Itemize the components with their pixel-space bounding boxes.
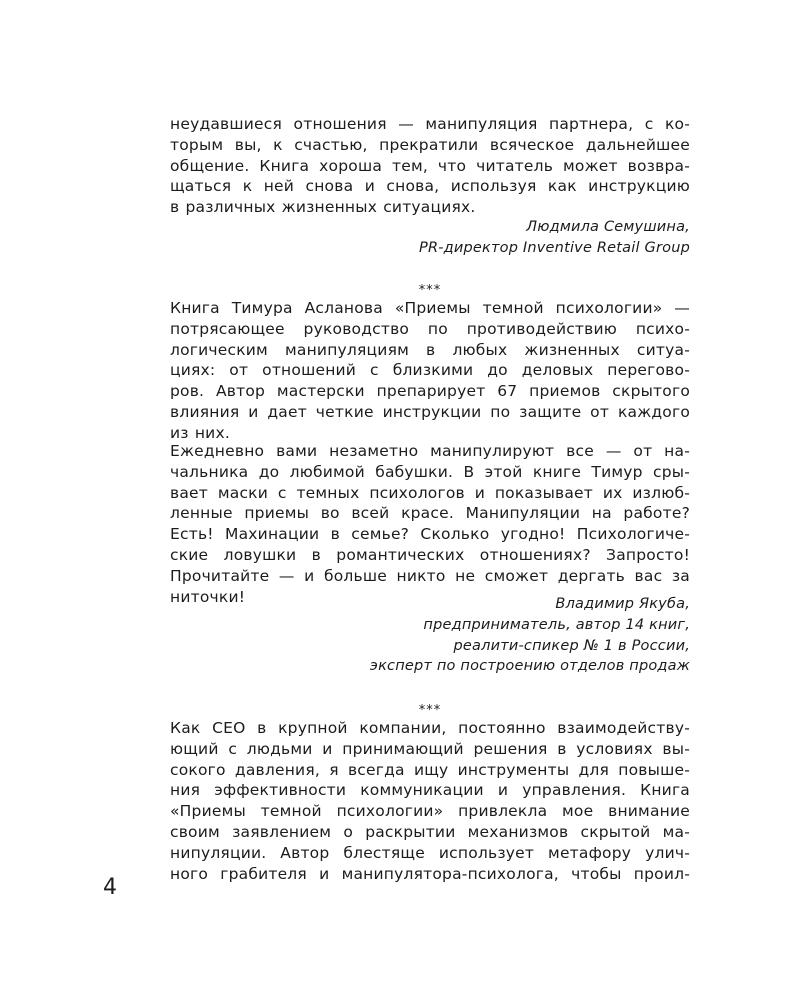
text-line: общение. Книга хороша тем, что читатель может возвра- bbox=[170, 156, 690, 175]
text-line: ров. Автор мастерски препарирует 67 приемов скрытого bbox=[170, 382, 690, 401]
text-line: ного грабителя и манипулятора-психолога, чтобы проил- bbox=[170, 864, 690, 883]
text-line: из них. bbox=[170, 423, 230, 442]
review-2-paragraph-1 bbox=[170, 298, 690, 444]
signature-title: реалити-спикер № 1 в России, bbox=[453, 637, 690, 654]
text-line: ниточки! bbox=[170, 587, 246, 606]
text-line: «Приемы темной психологии» привлекла мое внимание bbox=[170, 802, 690, 821]
text-line: Есть! Махинации в семье? Сколько угодно! Психологиче- bbox=[170, 525, 690, 544]
text-line: влияния и дает четкие инструкции по защите от каждого bbox=[170, 402, 690, 421]
signature-title: эксперт по построению отделов продаж bbox=[369, 658, 690, 675]
text-line: торым вы, к счастью, прекратили всяческое дальнейшее bbox=[170, 135, 690, 154]
text-line: чальника до любимой бабушки. В этой книге Тимур сры- bbox=[170, 462, 690, 481]
section-separator: *** bbox=[418, 703, 442, 718]
text-line: ющий с людьми и принимающий решения в условиях вы- bbox=[170, 739, 690, 758]
text-line: щаться к ней снова и снова, используя как инструкцию bbox=[170, 177, 690, 196]
review-1-body bbox=[170, 114, 690, 218]
signature-title: PR-директор Inventive Retail Group bbox=[419, 239, 690, 256]
review-2-signature bbox=[170, 594, 690, 677]
text-line: в различных жизненных ситуациях. bbox=[170, 198, 476, 217]
text-line: Как CEO в крупной компании, постоянно взаимодейству- bbox=[170, 719, 690, 737]
text-line: нипуляции. Автор блестяще использует метафору улич- bbox=[170, 843, 690, 862]
text-line: Прочитайте — и больше никто не сможет дергать вас за bbox=[170, 566, 690, 585]
section-separator: *** bbox=[418, 283, 442, 298]
text-line: циях: от отношений с близкими до деловых перегово- bbox=[170, 361, 690, 380]
signature-name: Владимир Якуба, bbox=[555, 596, 690, 612]
text-line: потрясающее руководство по противодействию психо- bbox=[170, 319, 690, 338]
signature-title: предприниматель, автор 14 книг, bbox=[423, 616, 690, 633]
text-line: Ежедневно вами незаметно манипулируют все — от на- bbox=[170, 442, 690, 460]
text-line: сокого давления, я всегда ищу инструменты для повыше- bbox=[170, 760, 690, 779]
text-line: логическим манипуляциям в любых жизненных ситуа- bbox=[170, 340, 690, 359]
review-2-paragraph-2 bbox=[170, 441, 690, 607]
text-line: Книга Тимура Асланова «Приемы темной психологии» — bbox=[170, 299, 690, 317]
text-line: ния эффективности коммуникации и управления. Книга bbox=[170, 781, 690, 800]
text-line: вает маски с темных психологов и показывает их излюб- bbox=[170, 483, 690, 502]
text-line: ские ловушки в романтических отношениях? Запросто! bbox=[170, 545, 690, 564]
text-line: ленные приемы во всей красе. Манипуляции на работе? bbox=[170, 504, 690, 523]
review-1-signature bbox=[170, 217, 690, 259]
signature-name: Людмила Семушина, bbox=[526, 219, 690, 235]
review-3-body bbox=[170, 718, 690, 884]
text-line: своим заявлением о раскрытии механизмов скрытой ма- bbox=[170, 822, 690, 841]
text-line: неудавшиеся отношения — манипуляция партнера, с ко- bbox=[170, 115, 690, 133]
page-number: 4 bbox=[103, 875, 117, 900]
